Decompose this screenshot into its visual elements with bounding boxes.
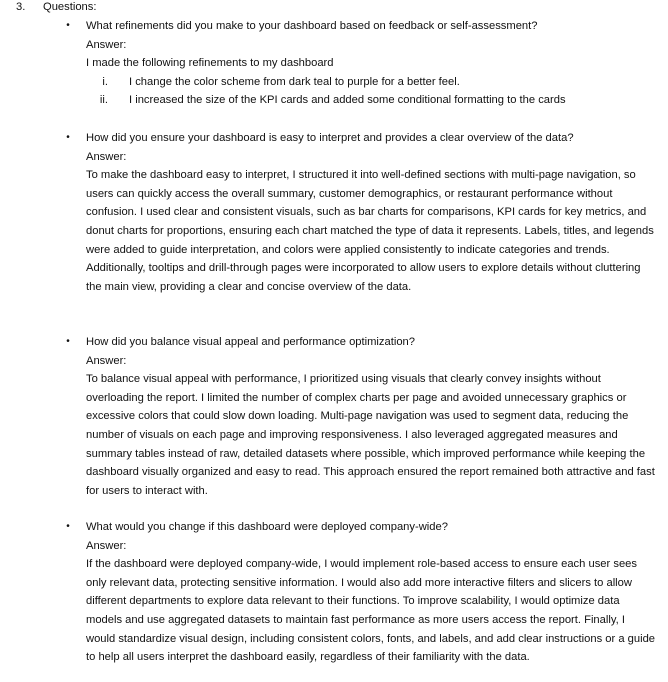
question-text: What refinements did you make to your dashboard based on feedback or self-assessment? bbox=[86, 20, 538, 32]
question-block-4 bbox=[66, 518, 656, 667]
answer-text: If the dashboard were deployed company-wide, I would implement role-based access to ensure each user sees only relevant data, protecting sensitive information. I would also add more interactive filters and slicers to allow different departments to explore data relevant to their functions. To improve scalability, I would optimize data models and use aggregated datasets to maintain fast performance as more users access the report. Finally, I would standardize visual design, including consistent colors, fonts, and labels, and add clear instructions or a guide to help all users interpret the dashboard easily, regardless of their familiarity with the data. bbox=[86, 558, 656, 664]
answer-text: To balance visual appeal with performance, I prioritized using visuals that clearly convey insights without overloading the report. I limited the number of complex charts per page and avoided unnecessary graphics or excessive colors that could slow down loading. Multi-page navigation was used to segment data, reducing the number of visuals on each page and improving responsiveness. I also leveraged aggregated measures and summary tables instead of raw, detailed datasets where possible, which improved performance while keeping the dashboard visually organized and easy to read. This approach ensured the report remained both attractive and fast for users to interact with. bbox=[86, 373, 655, 497]
answer-intro: I made the following refinements to my dashboard bbox=[86, 57, 334, 70]
bullet-marker: • bbox=[66, 336, 70, 347]
question-block-2 bbox=[66, 129, 656, 296]
list-marker: ii. bbox=[99, 94, 108, 107]
list-marker: i. bbox=[102, 75, 108, 88]
question-block-1 bbox=[66, 17, 656, 110]
bullet-marker: • bbox=[66, 521, 70, 532]
answer-text: To make the dashboard easy to interpret, I structured it into well-defined sections with multi-page navigation, so users can quickly access the overall summary, customer demographics, or restaurant performance without confusion. I used clear and consistent visuals, such as bar charts for comparisons, KPI cards for key metrics, and donut charts for proportions, ensuring each chart matched the type of data it represents. Labels, titles, and legends were added to guide interpretation, and colors were applied consistently to indicate categories and trends. Additionally, tooltips and drill-through pages were incorporated to allow users to explore details without cluttering the main view, providing a clear and concise overview of the data. bbox=[86, 169, 654, 293]
list-item bbox=[86, 91, 656, 110]
answer-label: Answer: bbox=[86, 38, 127, 51]
section-title: Questions: bbox=[43, 1, 97, 13]
question-block-3 bbox=[66, 333, 656, 500]
question-text: How did you ensure your dashboard is easy to interpret and provides a clear overview of the data? bbox=[86, 132, 574, 144]
bullet-marker: • bbox=[66, 132, 70, 143]
section-heading bbox=[16, 0, 96, 17]
question-text: How did you balance visual appeal and performance optimization? bbox=[86, 336, 415, 348]
list-item bbox=[86, 73, 656, 92]
section-number: 3. bbox=[16, 1, 26, 13]
bullet-marker: • bbox=[66, 20, 70, 31]
answer-label: Answer: bbox=[86, 539, 127, 552]
question-text: What would you change if this dashboard were deployed company-wide? bbox=[86, 521, 448, 533]
refinement-list bbox=[86, 73, 656, 110]
list-item-text: I increased the size of the KPI cards and added some conditional formatting to the cards bbox=[129, 94, 566, 107]
list-item-text: I change the color scheme from dark teal to purple for a better feel. bbox=[129, 75, 460, 88]
answer-label: Answer: bbox=[86, 354, 127, 367]
answer-label: Answer: bbox=[86, 150, 127, 163]
